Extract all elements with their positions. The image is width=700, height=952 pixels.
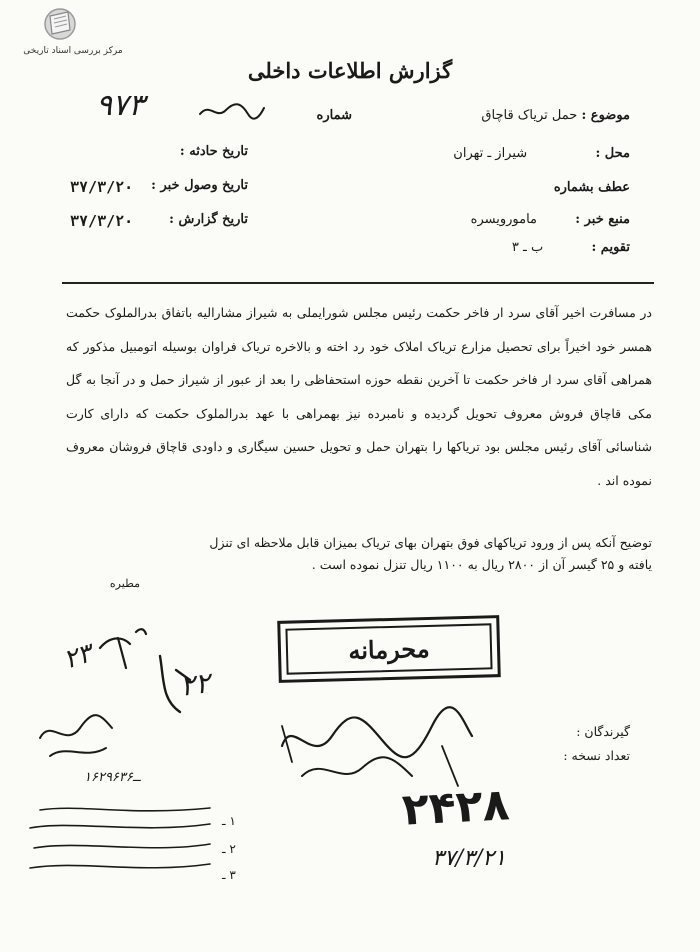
handwritten-margin-notes-icon [20,790,220,890]
field-incident-date [180,144,248,159]
field-incident-date-label: تاریخ حادثه : [179,144,248,159]
field-location-value: شیراز ـ تهران [453,146,528,161]
archive-logo [8,6,128,60]
field-source [471,212,630,227]
handwritten-mark-icon [60,618,150,688]
field-reference [554,180,630,195]
handwritten-stroke-icon [150,650,200,720]
handwritten-left-code: ۲۲ [177,666,213,703]
header-divider [62,282,654,284]
document-archive-logo-icon [38,6,82,42]
field-classification-value: ب ـ ۳ [511,240,544,255]
field-receipt-date [151,178,248,193]
field-receipt-date-label: تاریخ وصول خبر : [151,178,248,193]
handwritten-signature-left-icon [30,698,120,768]
report-body [66,296,652,498]
field-subject-label: موضوع : [581,108,630,123]
field-location-label: محل : [595,146,630,161]
handwritten-date: ۳۷/۳/۲۱ [432,846,506,871]
report-note [66,532,652,576]
handwritten-number: ۹۷۳ [96,88,145,123]
margin-note-1: ۱ ـ [222,814,236,828]
margin-note-3: ۳ ـ [222,868,236,882]
logo-text: مرکز بررسی اسناد تاریخی [23,46,123,56]
stamp-text: محرمانه [285,623,492,674]
field-report-date-label: تاریخ گزارش : [169,212,248,227]
margin-number: ۱۶۲۹۶ــ۳۶ [84,770,141,785]
handwritten-scribble-icon [196,98,268,124]
confidential-stamp [277,615,501,683]
field-location [453,146,630,161]
recipients-label: گیرندگان : [576,724,630,739]
field-number [317,108,352,123]
field-receipt-date-value: ۳۷/۳/۲۰ [70,178,134,196]
field-source-value: مامورویسره [470,212,537,227]
note-line: یافته و ۲۵ گیسر آن از ۲۸۰۰ ریال به ۱۱۰۰ ریال تنزل نموده است . [311,557,652,572]
report-paragraph: در مسافرت اخیر آقای سرد ار فاخر حکمت رئیس مجلس شورایملی به شیراز مشارالیه باتفاق بدرالملوک حکمت همسر خود اخیراً برای تحصیل مزارع تریاک املاک خود رد اخته و بالاخره تریاک فراوان بوسیله اتومبیل مذکور که همراهی آقای سرد ار فاخر حکمت تا آخرین نقطه حوزه استحفاظی را بعد از عبور از شیراز حمل و در آنجا به گل مکی قاچاق فروش معروف تحویل گردیده و نامبرده نیز بهمراهی با عهد بدرالملوک حکمت که دارای کارت شناسائی آقای رئیس مجلس بود تریاکها را بتهران حمل و تحویل حسین سیگاری و داودی قاچاق فروشان معروف نموده اند . [66,305,652,488]
field-report-date [169,212,248,227]
field-source-label: منبع خبر : [575,212,630,227]
report-title: گزارش اطلاعات داخلی [247,58,453,83]
field-classification-label: تقویم : [591,240,630,255]
field-subject-value: حمل تریاک قاچاق [481,108,578,123]
field-classification [512,240,630,255]
note-sub: مطیره [109,577,140,590]
handwritten-archive-number: ۲۴۲۸ [400,779,511,836]
field-subject [481,108,630,123]
margin-note-2: ۲ ـ [222,842,236,856]
field-reference-label: عطف بشماره [553,180,630,195]
note-line: توضیح آنکه پس از ورود تریاکهای فوق بتهران بهای تریاک بمیزان قابل ملاحظه ای تنزل [209,535,652,550]
copies-label: تعداد نسخه : [563,748,630,763]
field-number-label: شماره [316,108,352,123]
handwritten-date-left: ۲۳ [60,638,96,676]
field-report-date-value: ۳۷/۳/۲۰ [70,212,134,230]
